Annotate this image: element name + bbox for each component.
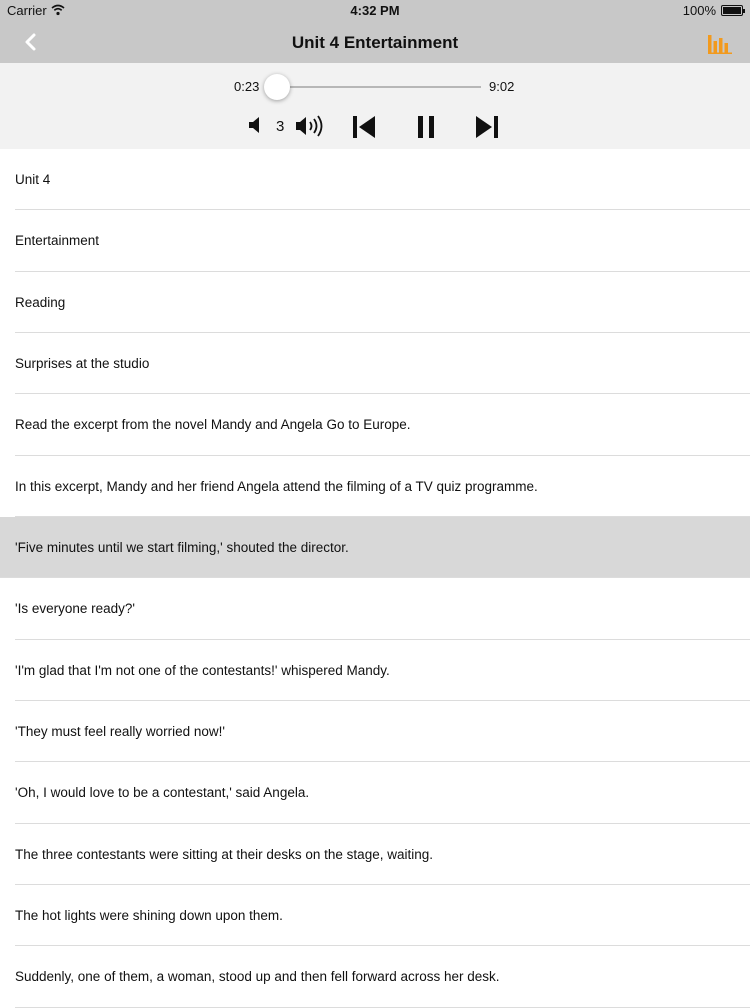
- transcript-line[interactable]: [0, 762, 750, 823]
- transcript-list: [0, 149, 750, 1008]
- volume-up-icon[interactable]: [294, 113, 326, 139]
- transcript-line[interactable]: [0, 210, 750, 271]
- previous-track-icon[interactable]: [351, 114, 377, 140]
- battery-icon: [721, 5, 743, 16]
- page-title: Unit 4 Entertainment: [291, 33, 459, 52]
- transcript-line-text: Entertainment: [15, 233, 100, 249]
- transcript-line-text: 'They must feel really worried now!': [15, 724, 225, 740]
- transcript-line[interactable]: [0, 149, 750, 210]
- pause-icon[interactable]: [414, 114, 438, 140]
- volume-level: 3: [276, 118, 285, 135]
- transcript-line[interactable]: [0, 824, 750, 885]
- transcript-line-text: Reading: [15, 294, 66, 310]
- transcript-line[interactable]: [0, 885, 750, 946]
- transcript-line[interactable]: [0, 946, 750, 1007]
- total-time: 9:02: [489, 79, 515, 94]
- transcript-line-text: 'I'm glad that I'm not one of the contestants!' whispered Mandy.: [15, 662, 390, 678]
- transcript-line-text: 'Five minutes until we start filming,' shouted the director.: [15, 540, 349, 556]
- navigation-bar: [0, 22, 750, 63]
- transcript-line-text: Surprises at the studio: [15, 356, 150, 372]
- transcript-line-text: 'Oh, I would love to be a contestant,' said Angela.: [15, 785, 310, 801]
- transcript-line-text: The three contestants were sitting at their desks on the stage, waiting.: [15, 846, 433, 862]
- transcript-line[interactable]: [0, 456, 750, 517]
- transcript-line[interactable]: [0, 578, 750, 639]
- status-bar: [0, 0, 750, 22]
- next-track-icon[interactable]: [474, 114, 500, 140]
- transcript-line[interactable]: [0, 272, 750, 333]
- battery-percent: 100%: [682, 3, 716, 18]
- transcript-line[interactable]: [0, 333, 750, 394]
- current-time: 0:23: [234, 79, 260, 94]
- bar-chart-icon[interactable]: [708, 32, 732, 54]
- carrier-label: Carrier: [7, 3, 47, 18]
- transcript-line-active[interactable]: [0, 517, 750, 578]
- progress-knob[interactable]: [264, 74, 290, 100]
- transcript-line-text: In this excerpt, Mandy and her friend Angela attend the filming of a TV quiz programme.: [15, 478, 538, 494]
- transcript-line[interactable]: [0, 394, 750, 455]
- transcript-line-text: 'Is everyone ready?': [15, 601, 135, 617]
- transcript-line-text: Unit 4: [15, 172, 51, 187]
- transcript-line-text: Read the excerpt from the novel Mandy and Angela Go to Europe.: [15, 417, 411, 433]
- volume-down-icon[interactable]: [247, 115, 265, 135]
- transcript-line[interactable]: [0, 701, 750, 762]
- status-time: 4:32 PM: [350, 3, 400, 18]
- audio-player: [0, 63, 750, 149]
- transcript-line-text: The hot lights were shining down upon them.: [15, 908, 283, 924]
- transcript-line[interactable]: [0, 640, 750, 701]
- transcript-line-text: Suddenly, one of them, a woman, stood up and then fell forward across her desk.: [15, 969, 500, 985]
- progress-slider[interactable]: [268, 86, 481, 88]
